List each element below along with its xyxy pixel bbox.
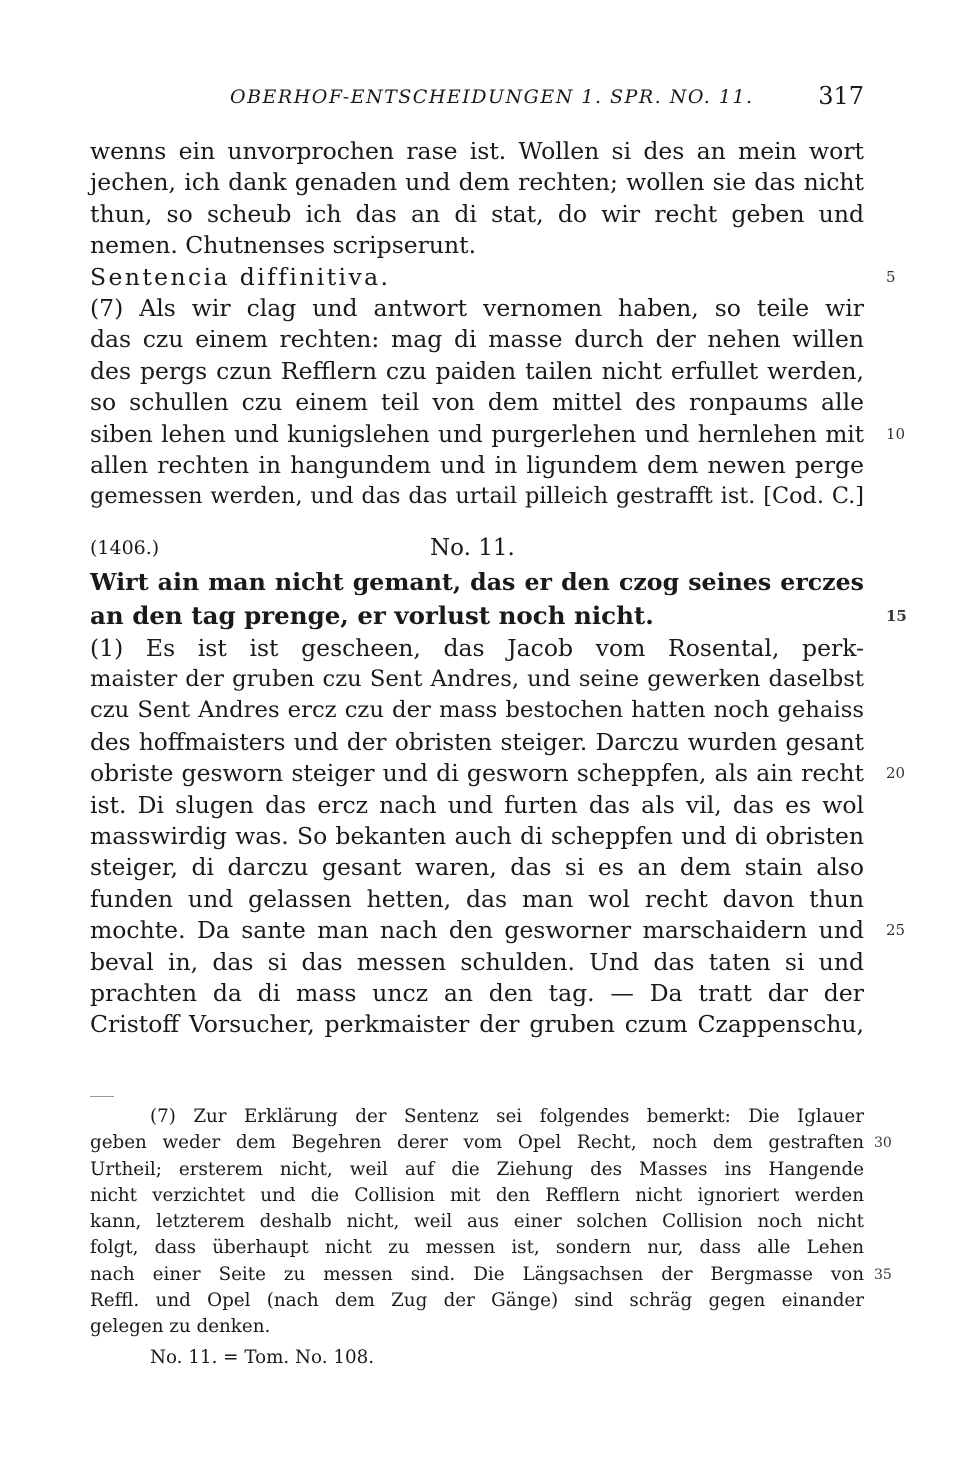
main-text xyxy=(90,136,907,1041)
text-line: des hoffmaisters und der obristen steiger. Darczu wurden gesant xyxy=(90,728,864,756)
section-number: No. 11. xyxy=(430,534,515,561)
text-line: beval in, das si das messen schulden. Und das taten si und xyxy=(90,947,864,976)
text-line: allen rechten in hangundem und in ligundem dem newen perge xyxy=(90,450,864,479)
text-line: czu Sent Andres ercz czu der mass bestochen hatten noch gehaiss xyxy=(90,697,864,724)
text-line: jechen, ich dank genaden und dem rechten; wollen sie das nicht xyxy=(90,168,864,197)
section-title-line: an den tag prenge, er vorlust noch nicht. 15 xyxy=(90,599,864,633)
text-line: masswirdig was. So bekanten auch di scheppfen und di obristen xyxy=(90,822,864,851)
running-title: OBERHOF-ENTSCHEIDUNGEN 1. SPR. NO. 11. xyxy=(230,86,754,108)
sentence-heading: Sentencia diffinitiva. 5 xyxy=(90,262,864,293)
footnote-line: geben weder dem Begehren derer vom Opel Recht, noch dem gestraften 30 xyxy=(90,1130,864,1156)
line-number: 35 xyxy=(874,1266,892,1283)
footnote-line: Reffl. und Opel (nach dem Zug der Gänge) sind schräg gegen einander xyxy=(90,1290,864,1312)
footnotes xyxy=(90,1104,892,1371)
footnote-line: kann, letzterem deshalb nicht, weil aus einer solchen Collision noch nicht xyxy=(90,1211,864,1233)
text-line: funden und gelassen hetten, das man wol recht davon thun xyxy=(90,884,864,913)
line-number: 5 xyxy=(886,267,896,286)
text-line: ist. Di slugen das ercz nach und furten das als vil, das es wol xyxy=(90,790,864,819)
text-line: nemen. Chutnenses scripserunt. xyxy=(90,231,477,260)
footnote-rule xyxy=(90,1096,114,1097)
line-number: 20 xyxy=(886,764,906,783)
text-line: obriste gesworn steiger und di gesworn scheppfen, als ain recht 20 xyxy=(90,758,864,789)
section-head xyxy=(90,531,864,565)
text-line: thun, so scheub ich das an di stat, do wir recht geben und xyxy=(90,199,864,228)
text-line: mochte. Da sante man nach den gesworner marschaidern und 25 xyxy=(90,915,864,946)
line-number: 30 xyxy=(874,1135,892,1152)
concordance-reference: No. 11. = Tom. No. 108. xyxy=(150,1346,375,1368)
footnote-line: (7) Zur Erklärung der Sentenz sei folgendes bemerkt: Die Iglauer xyxy=(150,1106,864,1127)
footnote-line: nicht verzichtet und die Collision mit den Refflern nicht ignoriert werden xyxy=(90,1184,864,1206)
text-line: so schullen czu einem teil von dem mittel des ronpaums alle xyxy=(90,388,864,417)
footnote-line: Urtheil; ersterem nicht, weil auf die Ziehung des Masses ins Hangende xyxy=(90,1158,864,1180)
footnote-line: nach einer Seite zu messen sind. Die Längsachsen der Bergmasse von 35 xyxy=(90,1262,864,1288)
text-line: maister der gruben czu Sent Andres, und seine gewerken daselbst xyxy=(90,666,864,693)
text-line: siben lehen und kunigslehen und purgerlehen und hernlehen mit 10 xyxy=(90,419,864,450)
section-title-line: Wirt ain man nicht gemant, das er den czog seines erczes xyxy=(90,567,864,596)
text-line: wenns ein unvorprochen rase ist. Wollen si des an mein wort xyxy=(90,137,864,165)
text-line: gemessen werden, und das das urtail pilleich gestrafft ist. [Cod. C.] xyxy=(90,483,864,510)
line-number: 10 xyxy=(886,424,906,443)
footnote-line: folgt, dass überhaupt nicht zu messen ist, sondern nur, dass alle Lehen xyxy=(90,1237,864,1259)
line-number: 15 xyxy=(886,606,907,625)
text-line: des pergs czun Refflern czu paiden tailen nicht erfullet werden, xyxy=(90,356,864,385)
section-date: (1406.) xyxy=(90,536,160,559)
page-number: 317 xyxy=(818,82,864,110)
page-header xyxy=(90,84,864,116)
text-line: (1) Es ist ist gescheen, das Jacob vom Rosental, perk- xyxy=(90,633,864,662)
text-line: Cristoff Vorsucher, perkmaister der gruben czum Czappenschu, xyxy=(90,1010,864,1039)
text-line: (7) Als wir clag und antwort vernomen haben, so teile wir xyxy=(90,293,864,322)
footnote-line: gelegen zu denken. xyxy=(90,1316,271,1338)
text-line: steiger, di darczu gesant waren, das si es an dem stain also xyxy=(90,853,864,882)
text-line: prachten da di mass uncz an den tag. — Da tratt dar der xyxy=(90,978,864,1007)
line-number: 25 xyxy=(886,921,906,940)
text-line: das czu einem rechten: mag di masse durch der nehen willen xyxy=(90,325,864,354)
